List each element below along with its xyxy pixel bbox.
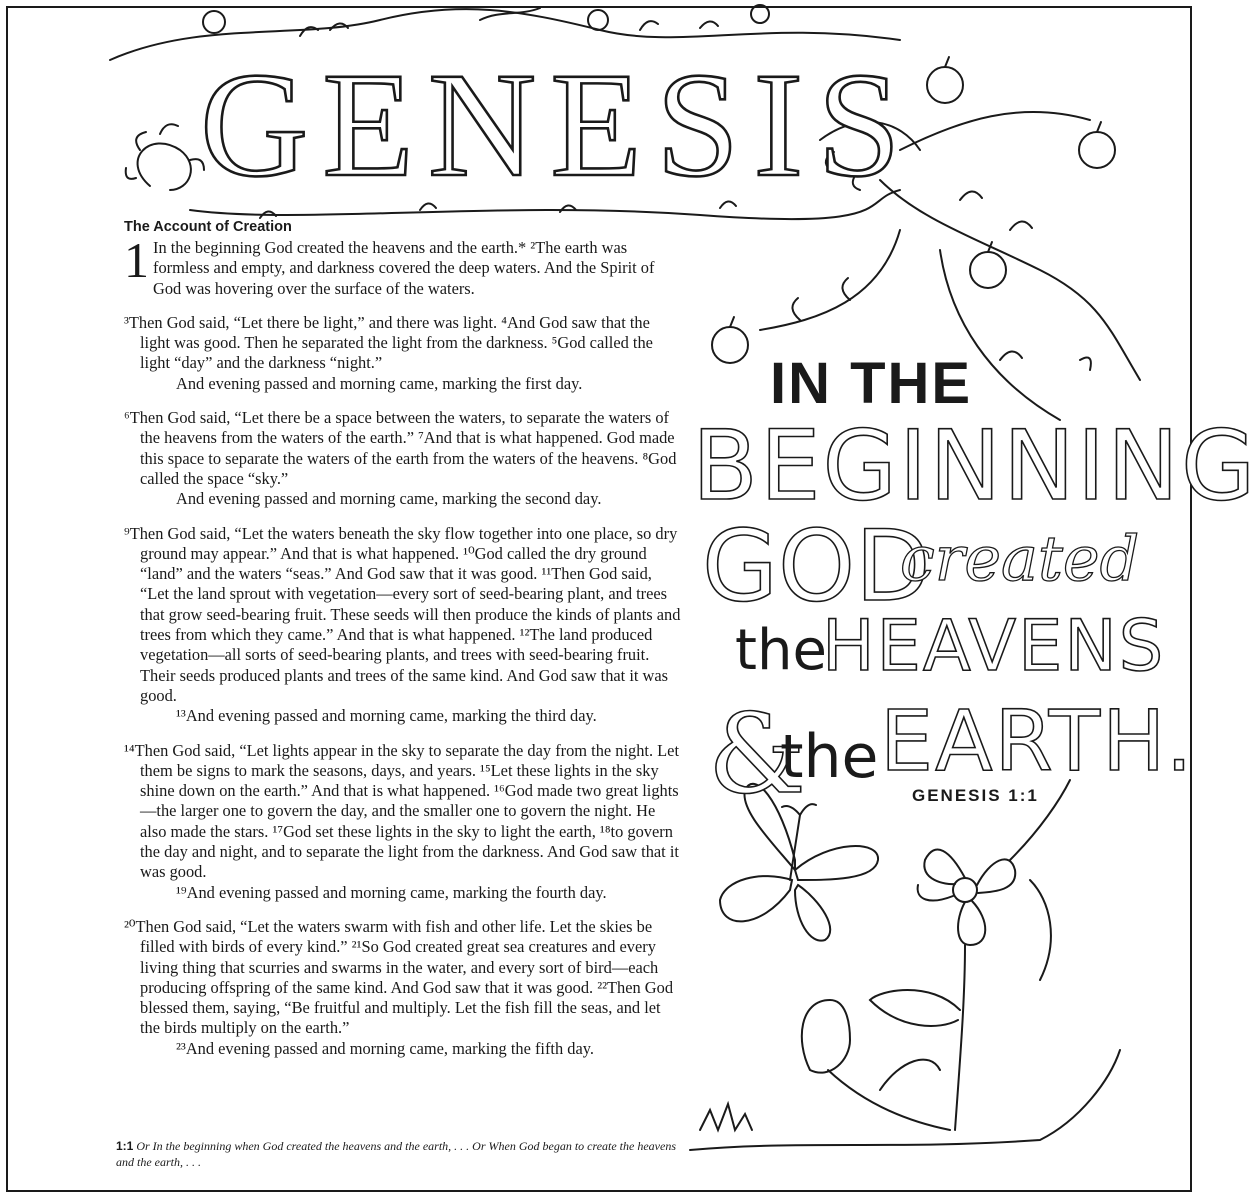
tulip-icon <box>802 1000 950 1130</box>
lettering-earth: EARTH. <box>880 692 1195 790</box>
lettering-created: created <box>900 522 1140 595</box>
lettering-god: GOD <box>702 510 931 624</box>
scripture-column <box>124 218 684 1073</box>
chapter-number: 1 <box>124 232 149 288</box>
lettering-ampersand: & <box>708 690 806 818</box>
paragraph-text: In the beginning God created the heavens and the earth.* ²The earth was formless and empty, and darkness covered the deep waters. And the Spirit of God was hovering over the surface of the waters. <box>153 238 655 298</box>
paragraph-text: ³Then God said, “Let there be light,” and there was light. ⁴And God saw that the light was good. Then he separated the light from the darkness. ⁵God called the light “day” and the darkness “night.” <box>124 312 653 373</box>
paragraph-text: ²⁰Then God said, “Let the waters swarm with fish and other life. Let the skies be filled with birds of every kind.” ²¹So God created great sea creatures and every living thing that scurries and swarms in the water, and every sort of bird—each producing offspring of the same kind. And God saw that it was good. ²²Then God blessed them, saying, “Be fruitful and multiply. Let the fish fill the seas, and let the birds multiply on the earth.” <box>124 916 674 1038</box>
paragraph <box>124 232 684 299</box>
paragraph <box>124 917 684 1059</box>
lettering-the-2: the <box>780 722 879 792</box>
footnote-text: Or In the beginning when God created the heavens and the earth, . . . Or When God began to create the heavens and the earth, . . . <box>116 1139 676 1169</box>
lettering-beginning: BEGINNING <box>692 410 1257 522</box>
day-closing-line: ¹⁹And evening passed and morning came, marking the fourth day. <box>176 882 607 902</box>
paragraph <box>124 741 684 903</box>
day-closing-line: ¹³And evening passed and morning came, marking the third day. <box>176 706 597 726</box>
paragraph <box>124 524 684 727</box>
lettering-in-the: IN THE <box>770 351 973 416</box>
paragraph-text: ⁶Then God said, “Let there be a space between the waters, to separate the waters of the heavens from the waters of the earth.” ⁷And that is what happened. God made this space to separate the waters of the earth from the waters of the heavens. ⁸God called the space “sky.” <box>124 408 677 488</box>
section-heading: The Account of Creation <box>124 219 292 235</box>
book-title: GENESIS <box>200 42 915 208</box>
paragraph-text: ⁹Then God said, “Let the waters beneath the sky flow together into one place, so dry ground may appear.” And that is what happened. ¹⁰God called the dry ground “land” and the waters “seas.” And God saw that it was good. ¹¹Then God said, “Let the land sprout with vegetation—every sort of seed-bearing plant, and trees that grow seed-bearing fruit. These seeds will then produce the kinds of plants and trees from which they came.” And that is what happened. ¹²The land produced vegetation—all sorts of seed-bearing plants, and trees with seed-bearing fruit. Their seeds produced plants and trees of the same kind. And God saw that it was good. <box>124 523 681 705</box>
lettering-the: the <box>735 618 827 683</box>
footnote <box>116 1138 696 1170</box>
day-closing-line: And evening passed and morning came, marking the first day. <box>176 373 583 393</box>
flower-icon <box>870 780 1070 1130</box>
verse-reference: GENESIS 1:1 <box>912 786 1039 805</box>
paragraph <box>124 313 684 394</box>
footnote-ref: 1:1 <box>116 1139 134 1153</box>
paragraph-text: ¹⁴Then God said, “Let lights appear in the sky to separate the day from the night. Let them be signs to mark the seasons, days, and years. ¹⁵Let these lights in the sky shine down on the earth.” And that is what happened. ¹⁶God made two great lights—the larger one to govern the day, and the smaller one to govern the night. He also made the stars. ¹⁷God set these lights in the sky to light the earth, ¹⁸to govern the day and night, and to separate the light from the darkness. And God saw that it was good. <box>124 740 680 882</box>
lettering-heavens: HEAVENS <box>822 605 1166 687</box>
day-closing-line: And evening passed and morning came, marking the second day. <box>176 489 602 509</box>
day-closing-line: ²³And evening passed and morning came, marking the fifth day. <box>176 1038 594 1058</box>
paragraph <box>124 408 684 509</box>
